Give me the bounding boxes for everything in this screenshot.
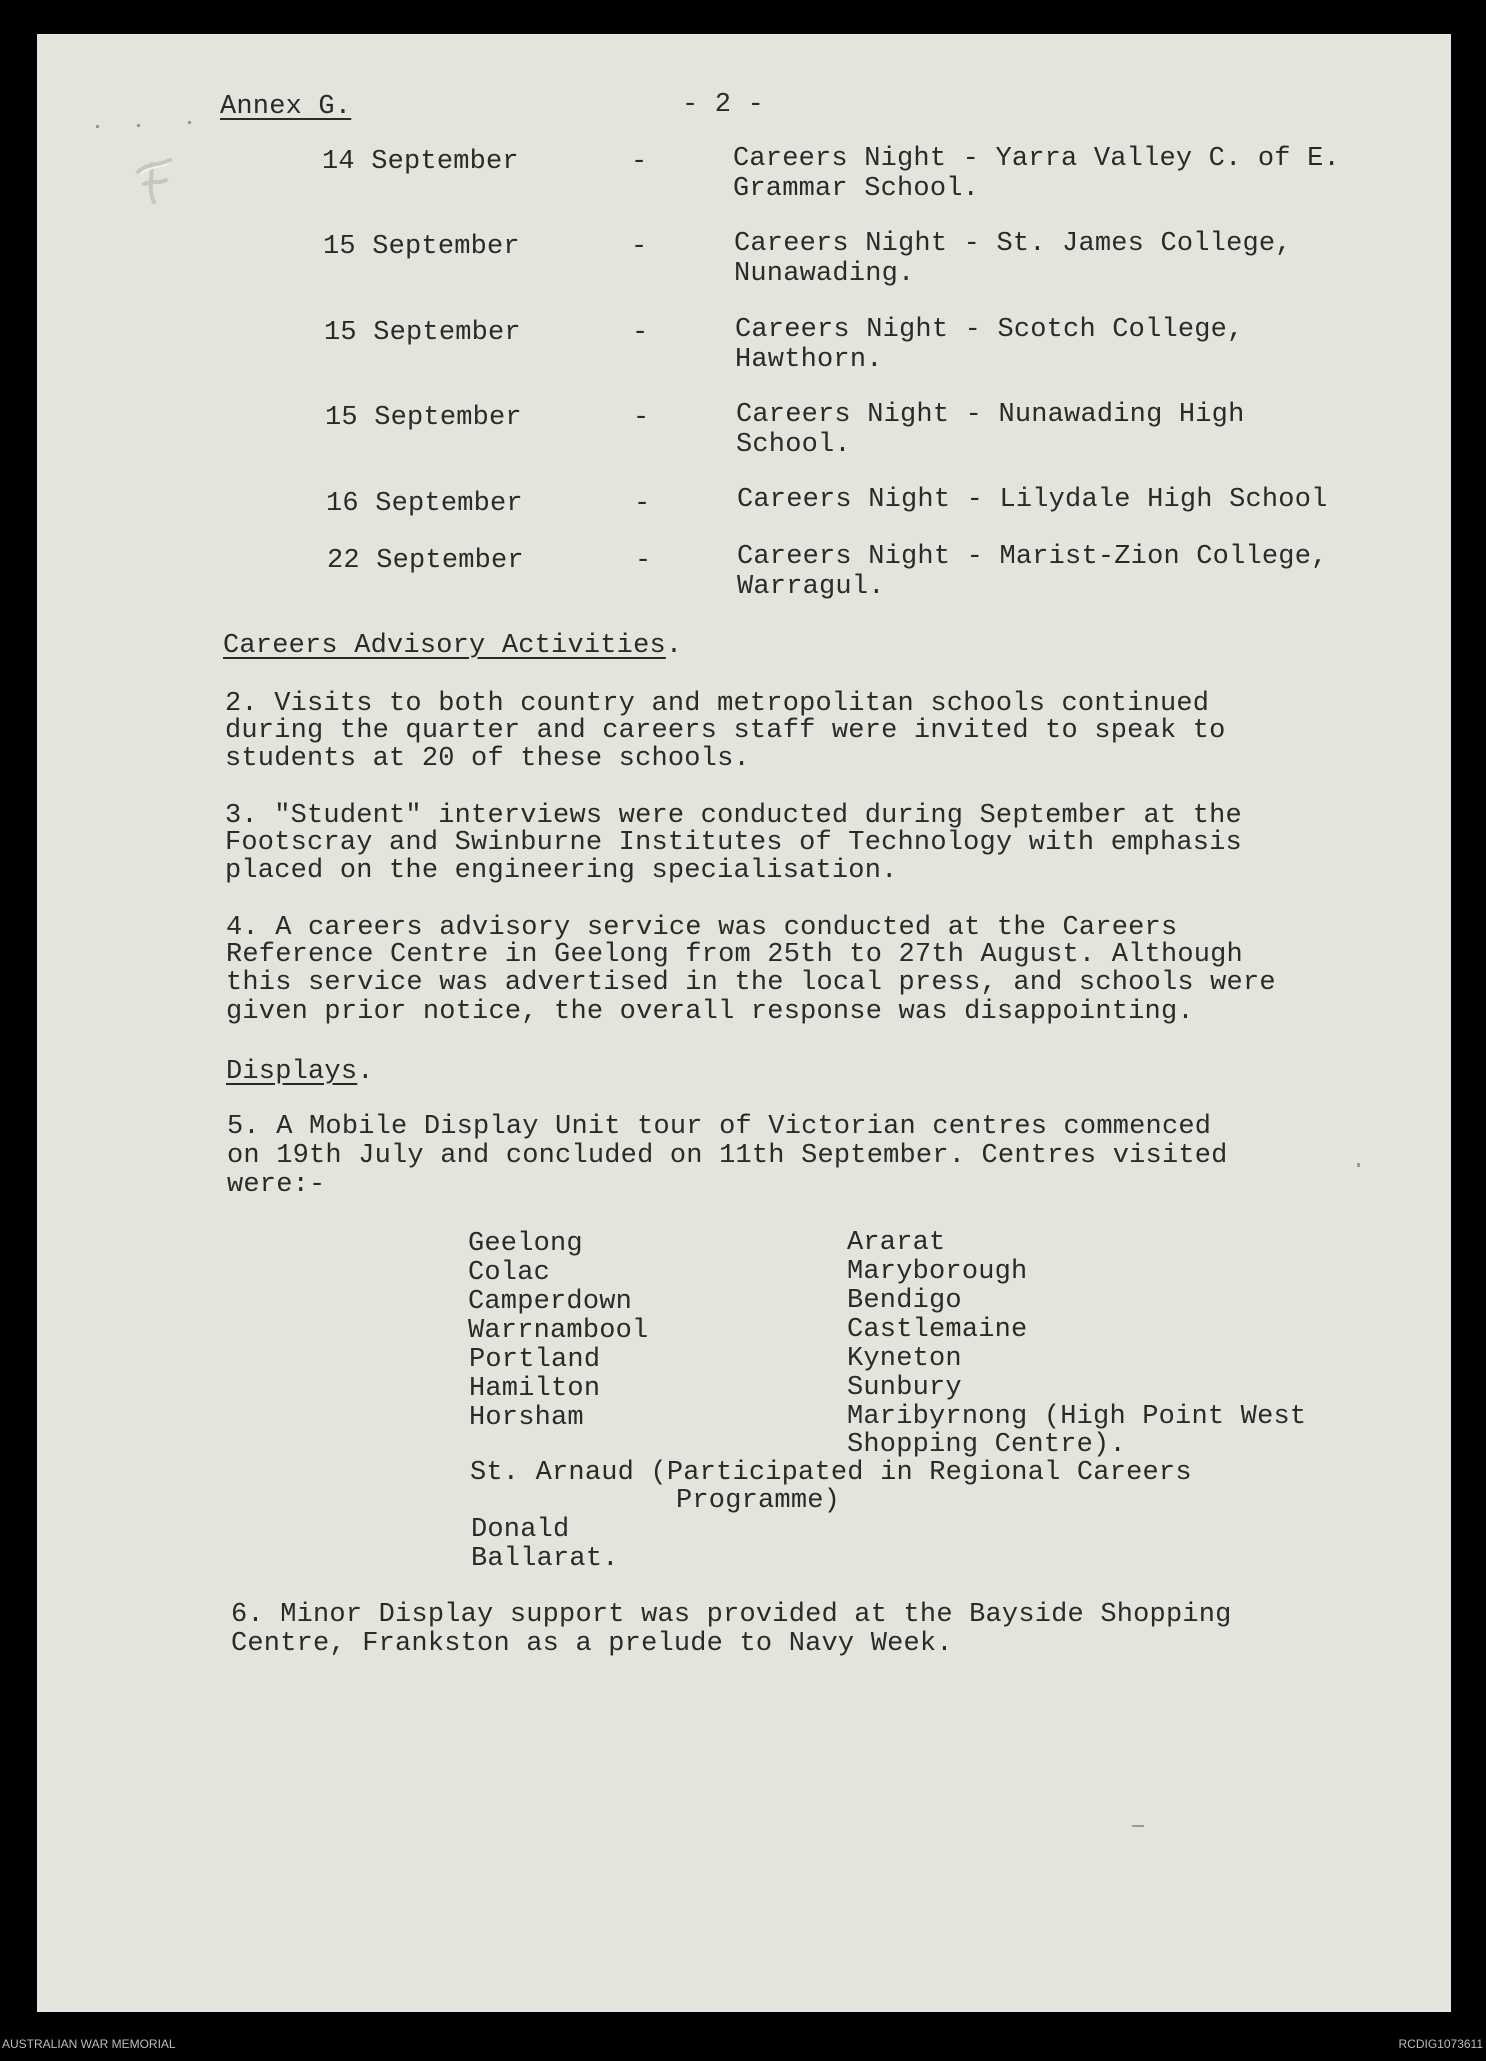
paragraph-line: this service was advertised in the local press, and schools were [226,968,1276,998]
section-heading-displays [226,1058,374,1087]
paragraph-line: 5. A Mobile Display Unit tour of Victorian centres commenced [227,1112,1212,1142]
paper-speck [96,125,99,128]
centre-name: Maryborough [847,1257,1028,1287]
centre-name: Castlemaine [847,1315,1028,1345]
centre-name: Kyneton [847,1344,962,1374]
paper-speck [1132,1825,1144,1827]
event-title: Careers Night - Yarra Valley C. of E. [733,144,1340,174]
centre-name: Ararat [847,1228,946,1258]
section-heading-text: Careers Advisory Activities [223,631,666,661]
paragraph-line: during the quarter and careers staff were invited to speak to [225,716,1226,746]
event-date: 14 September [322,147,519,177]
paragraph-line: were:- [227,1170,326,1200]
paragraph-line: 3. "Student" interviews were conducted during September at the [225,801,1242,831]
centre-name: Horsham [469,1403,584,1433]
section-heading-period: . [357,1057,374,1087]
paragraph-line: 4. A careers advisory service was conducted at the Careers [226,913,1178,943]
event-dash: - [632,318,649,348]
section-heading-careers [223,632,682,661]
event-dash: - [634,489,651,519]
event-dash: - [633,403,650,433]
centre-name: St. Arnaud (Participated in Regional Careers [470,1458,1192,1488]
event-title: Careers Night - Scotch College, [735,315,1244,345]
section-heading-period: . [665,631,683,661]
event-title-cont: Nunawading. [734,259,915,289]
centre-name: Sunbury [847,1373,962,1403]
footer-id: RCDIG1073611 [1398,2037,1483,2051]
centre-name: Portland [469,1345,601,1375]
event-dash: - [631,147,648,177]
event-title: Careers Night - Nunawading High [736,400,1245,430]
paragraph-line: 2. Visits to both country and metropolitan schools continued [225,689,1210,719]
event-dash: - [631,232,648,262]
centre-name: Ballarat. [471,1544,619,1574]
paper-speck [1357,1163,1360,1167]
paper-speck [137,124,140,127]
paragraph-line: Footscray and Swinburne Institutes of Technology with emphasis [225,828,1242,858]
paragraph-line: placed on the engineering specialisation. [225,856,898,886]
event-title-cont: Hawthorn. [735,345,883,375]
section-heading-text: Displays [226,1057,358,1087]
paragraph-line: Centre, Frankston as a prelude to Navy Week. [231,1629,953,1659]
centre-name-cont: Shopping Centre). [847,1430,1126,1460]
event-date: 15 September [324,318,521,348]
event-date: 22 September [327,546,524,576]
paragraph-line: on 19th July and concluded on 11th September. Centres visited [227,1141,1228,1171]
event-title: Careers Night - Lilydale High School [737,485,1328,515]
centre-name: Warrnambool [468,1316,649,1346]
event-date: 15 September [325,403,522,433]
paragraph-line: Reference Centre in Geelong from 25th to 27th August. Although [226,940,1243,970]
paragraph-line: students at 20 of these schools. [225,744,750,774]
page-number: - 2 - [682,90,765,120]
staple-hole-icon [130,150,182,210]
centre-name: Camperdown [468,1287,633,1317]
event-title-cont: School. [736,430,851,460]
event-date: 16 September [326,489,523,519]
paragraph-line: given prior notice, the overall response was disappointing. [226,997,1194,1027]
centre-name: Colac [468,1258,551,1288]
paper-speck [188,121,191,124]
paragraph-line: 6. Minor Display support was provided at the Bayside Shopping [231,1600,1232,1630]
centre-name: Donald [471,1515,570,1545]
event-title-cont: Warragul. [737,572,885,602]
event-title-cont: Grammar School. [733,174,980,204]
event-date: 15 September [323,232,520,262]
annex-label: Annex G. [220,92,352,122]
event-title: Careers Night - St. James College, [734,229,1292,259]
centre-name: Bendigo [847,1286,962,1316]
footer-credit: AUSTRALIAN WAR MEMORIAL [2,2037,176,2051]
centre-name-cont: Programme) [676,1486,841,1516]
event-title: Careers Night - Marist-Zion College, [737,542,1328,572]
centre-name: Maribyrnong (High Point West [847,1402,1307,1432]
centre-name: Hamilton [469,1374,601,1404]
event-dash: - [635,546,652,576]
centre-name: Geelong [468,1229,583,1259]
